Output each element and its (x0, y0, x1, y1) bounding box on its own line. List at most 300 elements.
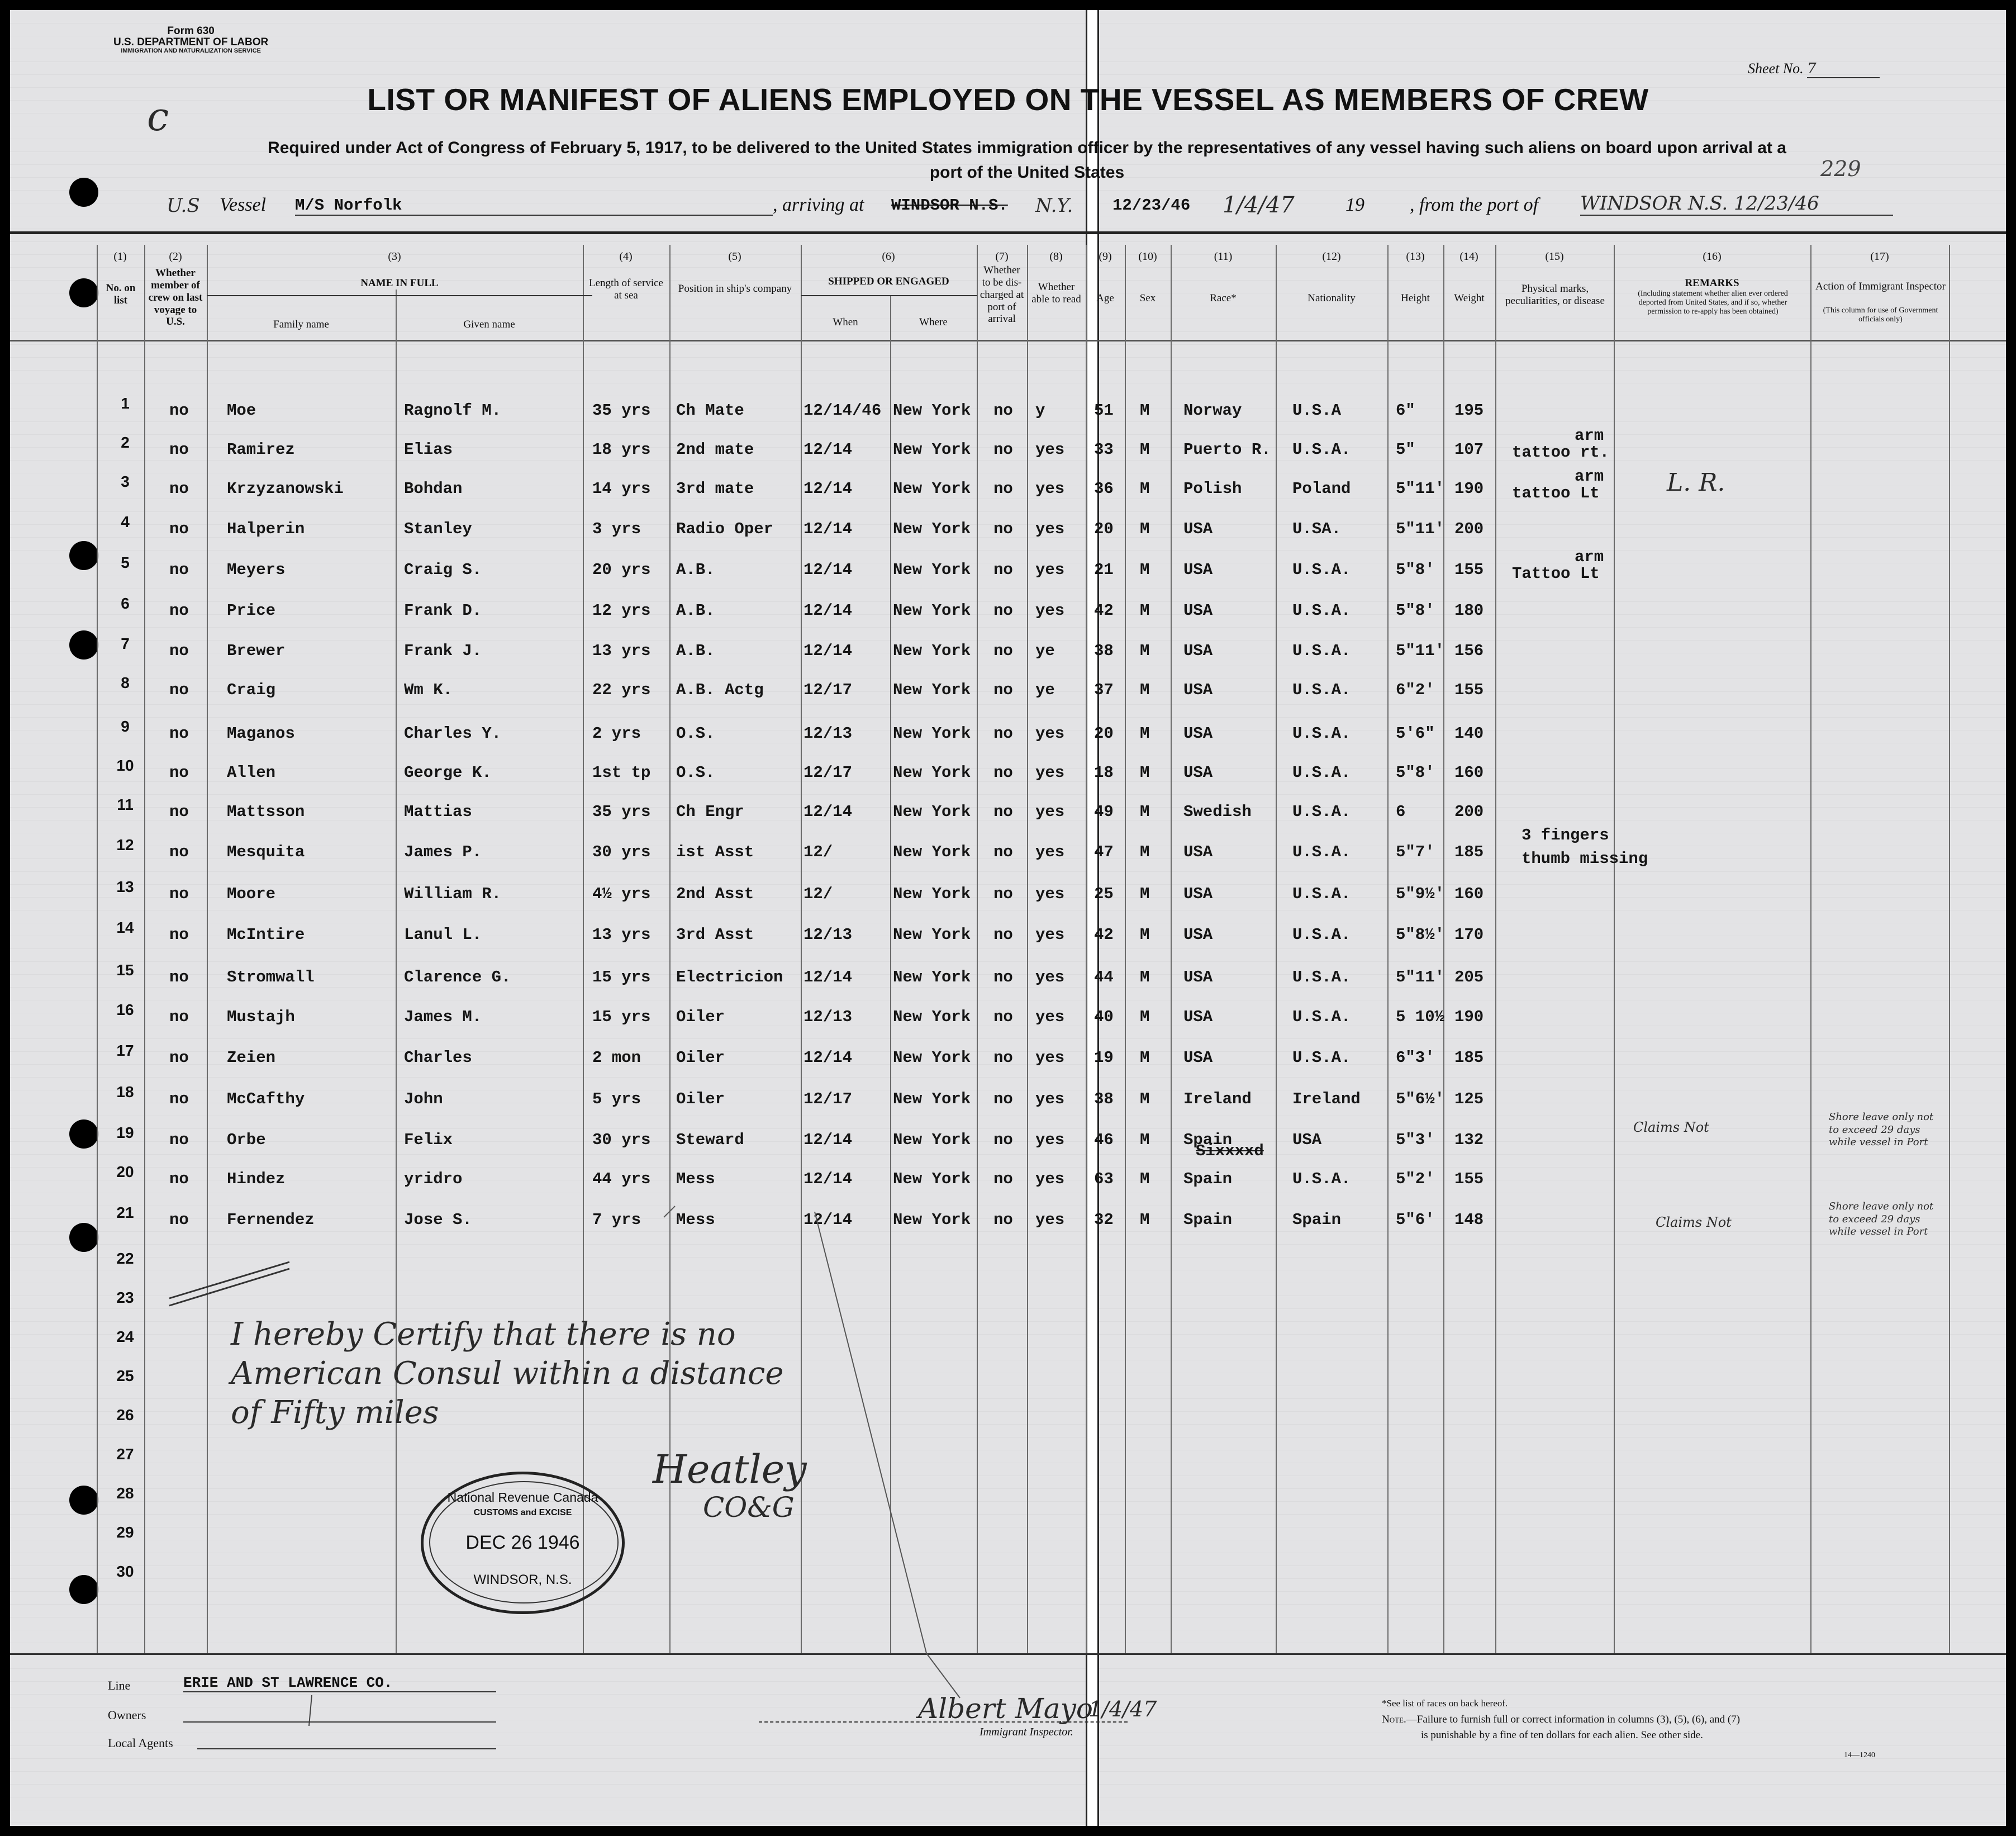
nationality: U.S.A. (1292, 843, 1351, 861)
owners-field (183, 1721, 496, 1723)
discharged-flag: no (993, 968, 1013, 986)
sex: M (1140, 681, 1150, 699)
able-to-read: yes (1035, 520, 1065, 538)
shipped-where: New York (893, 724, 971, 743)
sex: M (1140, 1008, 1150, 1026)
races-note: *See list of races on back hereof. (1382, 1698, 1508, 1709)
arriving-date-hand: 1/4/47 (1223, 192, 1295, 218)
shipped-where: New York (893, 681, 971, 699)
shipped-when: 12/ (803, 885, 833, 903)
vessel-name: M/S Norfolk (295, 196, 773, 216)
discharged-flag: no (993, 1211, 1013, 1229)
row-number: 21 (116, 1204, 134, 1221)
ship-position: O.S. (676, 724, 715, 743)
sex: M (1140, 803, 1150, 821)
service-length: 15 yrs (592, 1008, 651, 1026)
crew-member-flag: no (169, 724, 189, 743)
header-age: Age (1096, 292, 1114, 304)
sex: M (1140, 642, 1150, 660)
given-name: George K. (404, 763, 492, 782)
crew-member-flag: no (169, 1170, 189, 1188)
subtitle-line-1: Required under Act of Congress of February 5, 1917, to be delivered to the United States immigration officer by the representatives of any vessel having such aliens on board upon arrival at a (268, 139, 1786, 157)
row-number: 6 (121, 595, 130, 612)
stamp-sub-text: CUSTOMS and EXCISE (473, 1508, 572, 1517)
customs-stamp (421, 1472, 625, 1614)
header-shipped: SHIPPED OR ENGAGED (828, 276, 949, 287)
age: 42 (1094, 926, 1114, 944)
header-member-crew: Whether member of crew on last voyage to U.S. (148, 267, 203, 328)
service-length: 44 yrs (592, 1170, 651, 1188)
discharged-flag: no (993, 885, 1013, 903)
col-num: (5) (728, 250, 741, 263)
row-number: 25 (116, 1367, 134, 1384)
family-name: McCafthy (227, 1090, 305, 1108)
able-to-read: yes (1035, 1090, 1065, 1108)
crossed-nationality: Sixxxxd (1196, 1142, 1264, 1160)
shipped-when: 12/14 (803, 520, 853, 538)
col-num: (2) (169, 250, 182, 263)
shipped-where: New York (893, 520, 971, 538)
weight: 132 (1454, 1131, 1484, 1149)
form-code: 14—1240 (1844, 1751, 1875, 1759)
shipped-when: 12/14 (803, 803, 853, 821)
crew-member-flag: no (169, 1049, 189, 1067)
discharged-flag: no (993, 440, 1013, 459)
shipped-where: New York (893, 1049, 971, 1067)
height: 5"3' (1396, 1131, 1435, 1149)
ship-position: ist Asst (676, 843, 754, 861)
given-name: Clarence G. (404, 968, 511, 986)
race: Ireland (1183, 1090, 1252, 1108)
service-length: 1st tp (592, 763, 651, 782)
weight: 205 (1454, 968, 1484, 986)
ship-position: 2nd mate (676, 440, 754, 459)
discharged-flag: no (993, 1049, 1013, 1067)
ship-position: Mess (676, 1211, 715, 1229)
row-number: 14 (116, 919, 134, 936)
race: USA (1183, 642, 1213, 660)
able-to-read: yes (1035, 440, 1065, 459)
agents-label: Local Agents (108, 1736, 173, 1750)
shipped-when: 12/14 (803, 1211, 853, 1229)
discharged-flag: no (993, 1008, 1013, 1026)
shipped-where: New York (893, 642, 971, 660)
row-number: 22 (116, 1250, 134, 1267)
physical-note: arm (1575, 426, 1604, 445)
shipped-when: 12/14 (803, 1170, 853, 1188)
discharged-flag: no (993, 681, 1013, 699)
shipped-where: New York (893, 401, 971, 420)
age: 42 (1094, 601, 1114, 620)
header-height: Height (1401, 292, 1430, 304)
shipped-where: New York (893, 440, 971, 459)
nationality: U.S.A. (1292, 1049, 1351, 1067)
row-number: 7 (121, 635, 130, 652)
discharged-flag: no (993, 926, 1013, 944)
service-length: 2 mon (592, 1049, 641, 1067)
from-label: , from the port of (1410, 194, 1539, 215)
race: USA (1183, 885, 1213, 903)
weight: 155 (1454, 681, 1484, 699)
height: 5"8½' (1396, 926, 1445, 944)
header-when: When (833, 316, 858, 328)
row-number: 27 (116, 1445, 134, 1463)
sex: M (1140, 1090, 1150, 1108)
height: 5"7' (1396, 843, 1435, 861)
header-action-note: (This column for use of Government officials only) (1823, 306, 1938, 324)
shipped-where: New York (893, 1131, 971, 1149)
from-port-hand: WINDSOR N.S. 12/23/46 (1580, 192, 1893, 216)
action-shore-leave: Shore leave only not to exceed 29 days while vessel in Port (1829, 1201, 1934, 1237)
row-number: 2 (121, 434, 130, 451)
stamp-bottom-text: WINDSOR, N.S. (473, 1572, 572, 1587)
sex: M (1140, 1049, 1150, 1067)
nationality: U.S.A. (1292, 763, 1351, 782)
arriving-label: , arriving at (773, 194, 864, 215)
age: 32 (1094, 1211, 1114, 1229)
ship-position: 2nd Asst (676, 885, 754, 903)
age: 18 (1094, 763, 1114, 782)
nationality: Spain (1292, 1211, 1342, 1229)
col-num: (1) (113, 250, 127, 263)
stamp-number: 229 (1820, 156, 1861, 181)
able-to-read: yes (1035, 480, 1065, 498)
sheet-label: Sheet No. (1748, 60, 1804, 77)
age: 37 (1094, 681, 1114, 699)
shipped-when: 12/ (803, 843, 833, 861)
height: 5" (1396, 440, 1415, 459)
note-label: Note. (1382, 1714, 1406, 1725)
age: 21 (1094, 561, 1114, 579)
height: 5"8' (1396, 561, 1435, 579)
crew-member-flag: no (169, 1008, 189, 1026)
weight: 140 (1454, 724, 1484, 743)
shipped-when: 12/14 (803, 480, 853, 498)
ship-position: Mess (676, 1170, 715, 1188)
discharged-flag: no (993, 803, 1013, 821)
discharged-flag: no (993, 480, 1013, 498)
discharged-flag: no (993, 561, 1013, 579)
col-num: (11) (1214, 250, 1233, 263)
shipped-when: 12/17 (803, 763, 853, 782)
row-number: 16 (116, 1001, 134, 1018)
race: Swedish (1183, 803, 1252, 821)
ship-position: Ch Mate (676, 401, 744, 420)
shipped-where: New York (893, 763, 971, 782)
service-length: 18 yrs (592, 440, 651, 459)
race: USA (1183, 926, 1213, 944)
family-name: Halperin (227, 520, 305, 538)
sex: M (1140, 401, 1150, 420)
col-num: (16) (1703, 250, 1722, 263)
weight: 180 (1454, 601, 1484, 620)
line-label: Line (108, 1678, 131, 1692)
remark-claims: Claims Not (1656, 1214, 1732, 1230)
weight: 155 (1454, 561, 1484, 579)
age: 20 (1094, 520, 1114, 538)
crew-member-flag: no (169, 601, 189, 620)
shipped-when: 12/14 (803, 1049, 853, 1067)
row-number: 18 (116, 1083, 134, 1100)
nationality: U.S.A. (1292, 681, 1351, 699)
line-value: ERIE AND ST LAWRENCE CO. (183, 1674, 496, 1692)
row-number: 24 (116, 1328, 134, 1345)
sex: M (1140, 440, 1150, 459)
master-signature: Heatley (653, 1446, 807, 1492)
able-to-read: yes (1035, 803, 1065, 821)
family-name: Orbe (227, 1131, 266, 1149)
discharged-flag: no (993, 601, 1013, 620)
service-length: 30 yrs (592, 843, 651, 861)
height: 5"11' (1396, 480, 1445, 498)
able-to-read: yes (1035, 1008, 1065, 1026)
service-length: 35 yrs (592, 401, 651, 420)
able-to-read: yes (1035, 561, 1065, 579)
given-name: Frank J. (404, 642, 482, 660)
age: 63 (1094, 1170, 1114, 1188)
department-name: U.S. DEPARTMENT OF LABOR (113, 36, 269, 48)
given-name: James P. (404, 843, 482, 861)
shipped-where: New York (893, 843, 971, 861)
header-given-name: Given name (463, 319, 515, 330)
service-length: 13 yrs (592, 642, 651, 660)
page-title: LIST OR MANIFEST OF ALIENS EMPLOYED ON THE VESSEL AS MEMBERS OF CREW (367, 82, 1649, 117)
height: 5"6' (1396, 1211, 1435, 1229)
nationality: U.S.A. (1292, 1170, 1351, 1188)
crew-member-flag: no (169, 763, 189, 782)
able-to-read: ye (1035, 642, 1055, 660)
weight: 185 (1454, 1049, 1484, 1067)
given-name: Charles (404, 1049, 472, 1067)
row-number: 13 (116, 878, 134, 895)
shipped-where: New York (893, 601, 971, 620)
header-action: Action of Immigrant Inspector (1815, 281, 1946, 292)
able-to-read: yes (1035, 1131, 1065, 1149)
service-name: IMMIGRATION AND NATURALIZATION SERVICE (121, 47, 261, 54)
action-shore-leave: Shore leave only not to exceed 29 days while vessel in Port (1829, 1111, 1934, 1148)
crew-member-flag: no (169, 1131, 189, 1149)
crew-member-flag: no (169, 480, 189, 498)
age: 38 (1094, 642, 1114, 660)
discharged-flag: no (993, 401, 1013, 420)
row-number: 10 (116, 757, 134, 774)
race: USA (1183, 763, 1213, 782)
ship-position: 3rd Asst (676, 926, 754, 944)
ship-position: A.B. (676, 601, 715, 620)
certification-line: American Consul within a distance (231, 1355, 784, 1392)
given-name: John (404, 1090, 443, 1108)
nationality: U.S.A. (1292, 440, 1351, 459)
discharged-flag: no (993, 1170, 1013, 1188)
race: Spain (1183, 1170, 1233, 1188)
row-number: 9 (121, 718, 130, 735)
row-number: 1 (121, 395, 130, 412)
weight: 190 (1454, 1008, 1484, 1026)
shipped-where: New York (893, 1170, 971, 1188)
given-name: Bohdan (404, 480, 463, 498)
header-position: Position in ship's company (678, 283, 792, 295)
able-to-read: yes (1035, 1049, 1065, 1067)
shipped-where: New York (893, 926, 971, 944)
crew-member-flag: no (169, 681, 189, 699)
nationality: USA (1292, 1131, 1322, 1149)
able-to-read: yes (1035, 724, 1065, 743)
crew-member-flag: no (169, 885, 189, 903)
sex: M (1140, 926, 1150, 944)
nationality: U.S.A. (1292, 968, 1351, 986)
height: 5"11' (1396, 642, 1445, 660)
sex: M (1140, 1131, 1150, 1149)
ship-position: A.B. (676, 642, 715, 660)
weight: 107 (1454, 440, 1484, 459)
check-mark: c (147, 94, 169, 140)
weight: 125 (1454, 1090, 1484, 1108)
crew-member-flag: no (169, 1211, 189, 1229)
stamp-top-text: National Revenue Canada (447, 1490, 598, 1505)
col-num: (8) (1049, 250, 1063, 263)
discharged-flag: no (993, 724, 1013, 743)
sheet-value: 7 (1807, 60, 1880, 78)
shipped-when: 12/14 (803, 601, 853, 620)
family-name: McIntire (227, 926, 305, 944)
age: 40 (1094, 1008, 1114, 1026)
age: 19 (1094, 1049, 1114, 1067)
handwritten-strokes (10, 10, 2006, 1826)
row-number: 3 (121, 473, 130, 490)
family-name: Brewer (227, 642, 286, 660)
sex: M (1140, 601, 1150, 620)
race: USA (1183, 561, 1213, 579)
sex: M (1140, 520, 1150, 538)
owners-label: Owners (108, 1708, 146, 1722)
family-name: Zeien (227, 1049, 276, 1067)
age: 46 (1094, 1131, 1114, 1149)
height: 6" (1396, 401, 1415, 420)
family-name: Moe (227, 401, 256, 420)
subtitle-line-2: port of the United States (929, 163, 1125, 182)
discharged-flag: no (993, 1131, 1013, 1149)
discharged-flag: no (993, 520, 1013, 538)
given-name: Mattias (404, 803, 472, 821)
given-name: Frank D. (404, 601, 482, 620)
row-number: 15 (116, 961, 134, 979)
ship-position: Oiler (676, 1090, 725, 1108)
height: 6"2' (1396, 681, 1435, 699)
header-nationality: Nationality (1307, 292, 1356, 304)
discharged-flag: no (993, 1090, 1013, 1108)
height: 5"2' (1396, 1170, 1435, 1188)
shipped-where: New York (893, 885, 971, 903)
shipped-where: New York (893, 1008, 971, 1026)
footer-note (1382, 1712, 1740, 1743)
col-num: (17) (1870, 250, 1889, 263)
ship-position: Radio Oper (676, 520, 774, 538)
ship-position: A.B. Actg (676, 681, 764, 699)
given-name: Wm K. (404, 681, 453, 699)
sex: M (1140, 885, 1150, 903)
inspector-signature: Albert Mayo (918, 1692, 1093, 1725)
ship-position: A.B. (676, 561, 715, 579)
vessel-prefix: U.S (167, 194, 200, 217)
sex: M (1140, 968, 1150, 986)
header-family-name: Family name (273, 319, 329, 330)
arriving-hand: N.Y. (1035, 194, 1073, 217)
ship-position: O.S. (676, 763, 715, 782)
given-name: Elias (404, 440, 453, 459)
weight: 190 (1454, 480, 1484, 498)
height: 5"6½' (1396, 1090, 1445, 1108)
race: USA (1183, 520, 1213, 538)
nationality: U.S.A. (1292, 1008, 1351, 1026)
row-number: 29 (116, 1524, 134, 1541)
service-length: 5 yrs (592, 1090, 641, 1108)
crew-member-flag: no (169, 642, 189, 660)
family-name: Mattsson (227, 803, 305, 821)
family-name: Stromwall (227, 968, 315, 986)
ship-position: Oiler (676, 1049, 725, 1067)
age: 36 (1094, 480, 1114, 498)
discharged-flag: no (993, 763, 1013, 782)
able-to-read: yes (1035, 601, 1065, 620)
height: 5"8' (1396, 763, 1435, 782)
given-name: Felix (404, 1131, 453, 1149)
weight: 160 (1454, 885, 1484, 903)
ship-position: Steward (676, 1131, 744, 1149)
nationality: U.S.A. (1292, 885, 1351, 903)
ship-position: Electricion (676, 968, 783, 986)
sex: M (1140, 724, 1150, 743)
header-no-on-list: No. on list (106, 282, 136, 306)
header-where: Where (919, 316, 948, 328)
given-name: William R. (404, 885, 502, 903)
certification-line: I hereby Certify that there is no (231, 1316, 736, 1353)
col-num: (3) (388, 250, 401, 263)
nationality: U.S.A. (1292, 724, 1351, 743)
col-num: (9) (1099, 250, 1112, 263)
family-name: Krzyzanowski (227, 480, 344, 498)
given-name: Lanul L. (404, 926, 482, 944)
year-label: 19 (1345, 194, 1364, 215)
shipped-where: New York (893, 1090, 971, 1108)
service-length: 15 yrs (592, 968, 651, 986)
certification-line: of Fifty miles (231, 1394, 439, 1431)
shipped-when: 12/14 (803, 561, 853, 579)
race: USA (1183, 843, 1213, 861)
shipped-when: 12/14 (803, 440, 853, 459)
col-num: (10) (1138, 250, 1157, 263)
row-number: 28 (116, 1484, 134, 1502)
stamp-date: DEC 26 1946 (465, 1532, 580, 1553)
row-number: 4 (121, 513, 130, 530)
service-length: 4½ yrs (592, 885, 651, 903)
service-length: 7 yrs (592, 1211, 641, 1229)
family-name: Price (227, 601, 276, 620)
able-to-read: y (1035, 401, 1045, 420)
race: USA (1183, 601, 1213, 620)
shipped-where: New York (893, 803, 971, 821)
header-length-service: Length of service at sea (589, 277, 663, 301)
note-text-2: is punishable by a fine of ten dollars for each alien. See other side. (1421, 1729, 1703, 1741)
height: 5"8' (1396, 601, 1435, 620)
race: Spain (1183, 1131, 1233, 1149)
race: USA (1183, 1049, 1213, 1067)
certification (231, 1315, 783, 1432)
form-number: Form 630 (167, 25, 215, 37)
row-number: 8 (121, 674, 130, 691)
col-num: (14) (1459, 250, 1478, 263)
able-to-read: yes (1035, 885, 1065, 903)
race: Polish (1183, 480, 1242, 498)
